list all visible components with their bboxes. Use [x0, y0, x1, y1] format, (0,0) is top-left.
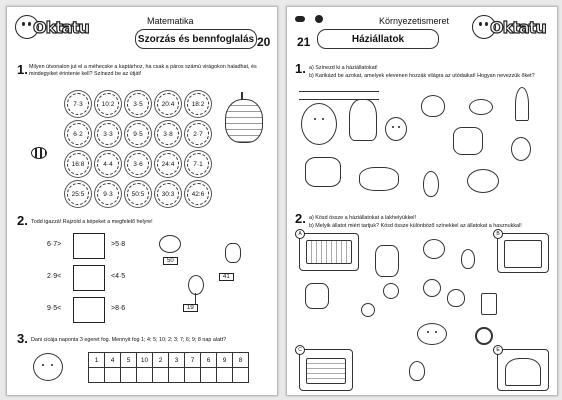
question-text: Dani cicája naponta 3 egeret fog. Mennyit fog 1; 4; 5; 10; 2; 3; 7; 6; 9; 8 nap alatt? — [31, 337, 227, 343]
table-cell-days: 1 — [88, 352, 105, 368]
question-number: 1. — [295, 61, 306, 76]
table-cell-days: 4 — [104, 352, 121, 368]
lion-icon — [301, 103, 337, 145]
sheep-icon — [423, 239, 445, 259]
deer-icon — [349, 99, 377, 141]
snail-number: 50 — [163, 257, 178, 265]
inequality-left: 9·5< — [47, 305, 62, 312]
flower-item[interactable]: 3·6 — [127, 153, 149, 175]
question-text-b: b) Karikázd be azokat, amelyek elevenen hozzák világra az utódaikat! Hogyan nevezzük őket? — [309, 73, 535, 79]
stable-icon — [504, 240, 542, 268]
frame-label-b: B — [493, 229, 503, 239]
subject-label: Környezetismeret — [379, 16, 450, 26]
inequality-right: >8·6 — [111, 305, 126, 312]
table-cell-answer[interactable] — [120, 367, 137, 383]
table-cell-days: 10 — [136, 352, 153, 368]
question-text: Milyen útvonalon jut el a méhecske a kaptárhoz, ha csak a páros számú virágokon haladhat, és mindegyiket érintenie kell? Színezd be az útját! — [29, 64, 257, 77]
answer-box[interactable] — [73, 265, 105, 291]
horse-icon — [375, 245, 399, 277]
pig-icon — [417, 323, 447, 345]
table-cell-days: 6 — [200, 352, 217, 368]
stable-frame — [497, 233, 549, 273]
inequality-right: >5·8 — [111, 241, 126, 248]
goat-icon — [305, 283, 329, 309]
answer-box[interactable] — [73, 297, 105, 323]
page-number: 20 — [257, 35, 271, 49]
goose-icon — [423, 171, 439, 197]
snail-icon — [159, 235, 181, 253]
balloon-number: 19 — [183, 304, 198, 312]
question-number: 2. — [17, 213, 28, 228]
table-cell-answer[interactable] — [136, 367, 153, 383]
squirrel-icon — [511, 137, 531, 161]
flower-item[interactable]: 4·4 — [97, 153, 119, 175]
yarn-ball-icon — [361, 303, 375, 317]
flower-item[interactable]: 7·3 — [67, 93, 89, 115]
cat-icon — [33, 353, 63, 381]
table-cell-answer[interactable] — [200, 367, 217, 383]
question-text-b: b) Melyik állatot miért tartjuk? Kösd össze különböző színekkel az állatokat a hasznukkal! — [309, 223, 522, 229]
egg-icon — [383, 283, 399, 299]
category-icon — [315, 15, 323, 23]
right-page — [286, 6, 558, 396]
chicken-leg-icon — [409, 361, 425, 381]
flower-item[interactable]: 3·8 — [157, 123, 179, 145]
monkey-icon — [385, 117, 407, 141]
sheep-icon — [467, 169, 499, 193]
flower-item[interactable]: 25:5 — [67, 183, 89, 205]
flower-item[interactable]: 42:6 — [187, 183, 209, 205]
table-cell-answer[interactable] — [152, 367, 169, 383]
beehive-icon — [225, 99, 263, 143]
hedgehog-icon — [469, 99, 493, 115]
frame-label-e: E — [493, 345, 503, 355]
question-text-a: a) Kösd össze a háziállatokat a lakhelyükkel! — [309, 215, 416, 221]
frame-label-a: A — [295, 229, 305, 239]
page-title: Szorzás és bennfoglalás — [135, 29, 257, 49]
flower-item[interactable]: 3·3 — [97, 123, 119, 145]
answer-line[interactable] — [299, 91, 379, 92]
table-cell-days: 9 — [216, 352, 233, 368]
bee-icon — [31, 147, 47, 159]
milk-carton-icon — [481, 293, 497, 315]
coop-icon — [306, 240, 352, 264]
flower-item[interactable]: 9·3 — [97, 183, 119, 205]
cow-icon — [359, 167, 399, 191]
question-text: Todd igazzá! Rajzold a képeket a megfelelő helyre! — [31, 219, 153, 225]
question-number: 2. — [295, 211, 306, 226]
table-cell-answer[interactable] — [184, 367, 201, 383]
pigsty-frame — [299, 349, 353, 391]
frame-label-c: C — [295, 345, 305, 355]
inequality-right: <4·5 — [111, 273, 126, 280]
table-cell-days: 8 — [232, 352, 249, 368]
page-number: 21 — [297, 35, 311, 49]
goat-icon — [453, 127, 483, 155]
chicken-coop-frame — [299, 233, 359, 271]
dog-icon — [423, 279, 441, 297]
flower-item[interactable]: 7·1 — [187, 153, 209, 175]
butterfly-icon — [225, 243, 241, 263]
flower-item[interactable]: 10:2 — [97, 93, 119, 115]
butterfly-number: 41 — [219, 273, 234, 281]
flower-item[interactable]: 20:4 — [157, 93, 179, 115]
doghouse-frame — [497, 349, 549, 391]
flower-item[interactable]: 9·5 — [127, 123, 149, 145]
doghouse-icon — [505, 358, 541, 386]
rooster-icon — [421, 95, 445, 117]
table-cell-days: 5 — [120, 352, 137, 368]
oktatu-logo: Oktatu — [472, 13, 542, 41]
subject-label: Matematika — [147, 16, 194, 26]
question-number: 1. — [17, 62, 28, 77]
page-title: Háziállatok — [317, 29, 439, 49]
oktatu-logo: Oktatu — [15, 13, 85, 41]
flower-item[interactable]: 16:8 — [67, 153, 89, 175]
balloon-icon — [188, 275, 204, 295]
answer-table — [89, 352, 249, 383]
inequality-left: 2·9< — [47, 273, 62, 280]
question-number: 3. — [17, 331, 28, 346]
hen-icon — [447, 289, 465, 307]
horse-icon — [305, 157, 341, 187]
table-cell-answer[interactable] — [232, 367, 249, 383]
flower-item[interactable]: 6·2 — [67, 123, 89, 145]
flower-item[interactable]: 30:3 — [157, 183, 179, 205]
flower-item[interactable]: 18:2 — [187, 93, 209, 115]
table-cell-answer[interactable] — [104, 367, 121, 383]
table-cell-answer[interactable] — [88, 367, 105, 383]
table-cell-answer[interactable] — [168, 367, 185, 383]
sausage-coil-icon — [475, 327, 493, 345]
flower-item[interactable]: 24:4 — [157, 153, 179, 175]
pigsty-icon — [306, 358, 346, 384]
flower-item[interactable]: 3·5 — [127, 93, 149, 115]
stork-icon — [515, 87, 529, 121]
left-page — [6, 6, 278, 396]
table-cell-days: 3 — [168, 352, 185, 368]
flower-item[interactable]: 50:5 — [127, 183, 149, 205]
flower-item[interactable]: 2·7 — [187, 123, 209, 145]
inequality-left: 6·7> — [47, 241, 62, 248]
answer-box[interactable] — [73, 233, 105, 259]
category-icon — [295, 16, 305, 22]
cup-icon — [461, 249, 475, 269]
table-cell-answer[interactable] — [216, 367, 233, 383]
question-text-a: a) Színezd ki a háziállatokat! — [309, 65, 378, 71]
table-cell-days: 2 — [152, 352, 169, 368]
table-cell-days: 7 — [184, 352, 201, 368]
